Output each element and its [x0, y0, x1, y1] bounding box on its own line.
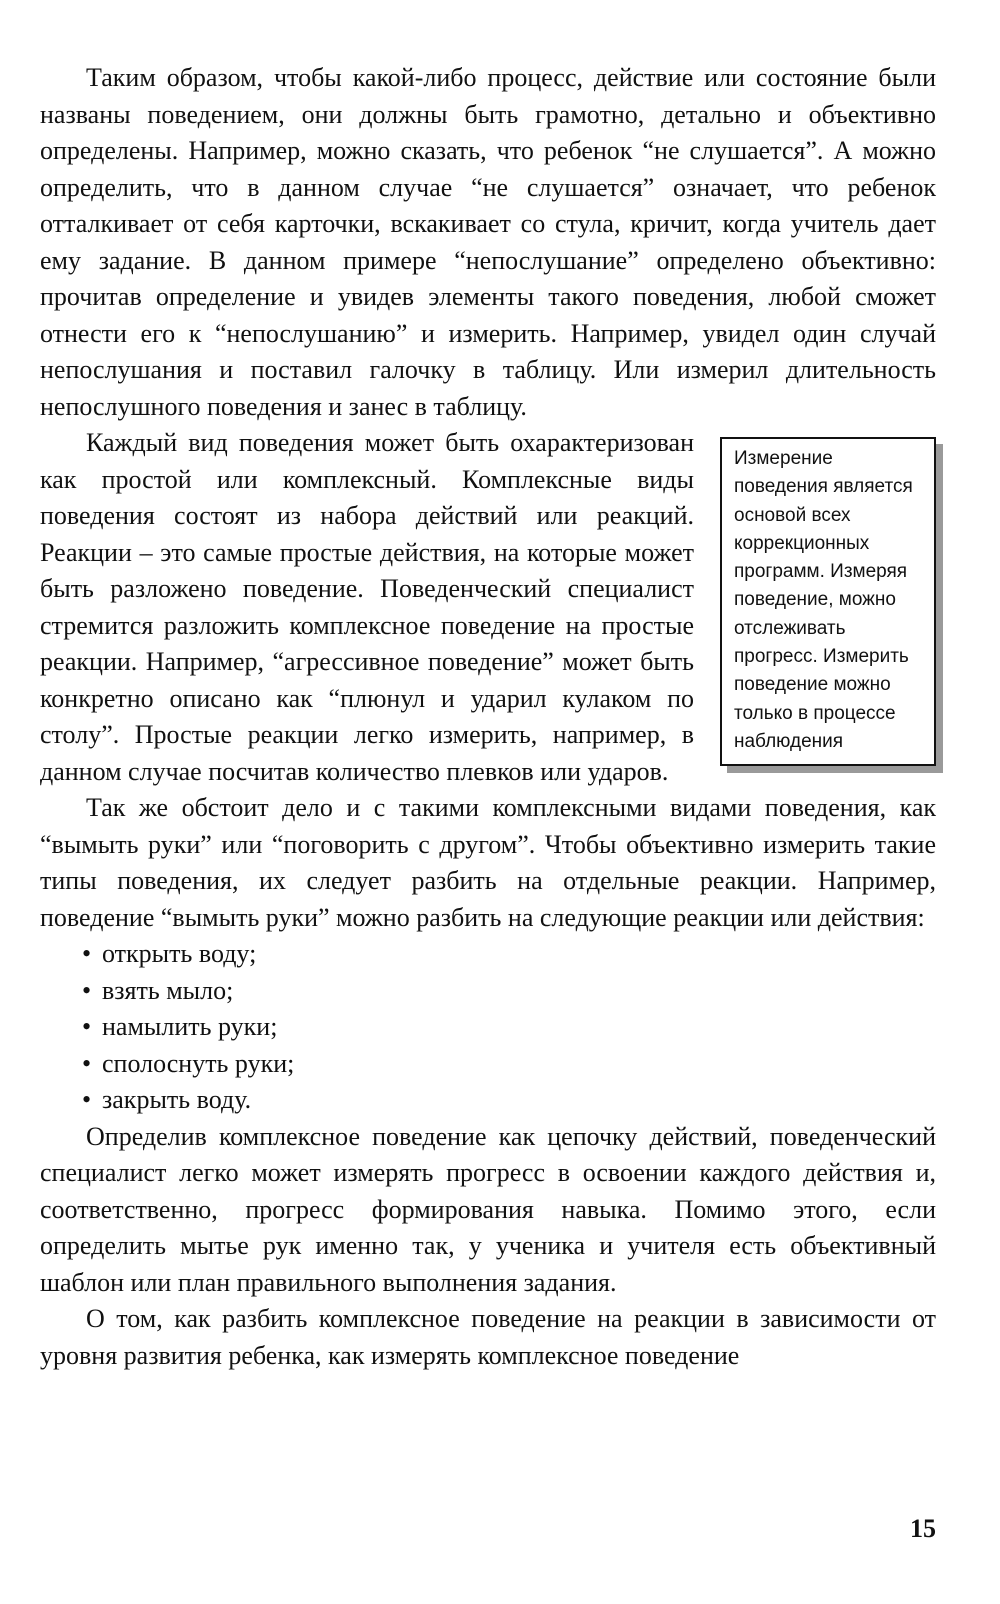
bullet-mark: •: [82, 1012, 92, 1041]
list-item: [82, 1082, 936, 1119]
page-body: [40, 60, 936, 1374]
bullet-mark: •: [82, 1048, 92, 1078]
list-item-text: намылить руки;: [102, 1012, 278, 1041]
list-item-text: закрыть воду.: [102, 1085, 252, 1114]
paragraph-chain-of-actions: Определив комплексное поведение как цепочку действий, поведенческий специалист легко может измерять прогресс в освоении каждого действия и, соответственно, прогресс формирования навыка. Помимо этого, если определить мытье рук именно так, у ученика и учителя есть объективный шаблон или план правильного выполнения задания.: [40, 1121, 936, 1297]
list-item: [82, 1009, 936, 1046]
paragraph-simple-complex: Каждый вид поведения может быть охарактеризован как простой или комплексный. Комплексные виды поведения состоят из набора действий или реакций. Реакции – это самые простые действия, на которые может быть разложено поведение. Поведенческий специалист стремится разложить комплексное поведение на простые реакции. Например, “агрессивное поведение” может быть конкретно описано как “плюнул и ударил кулаком по столу”. Простые реакции легко измерить, например, в данном случае посчитав количество плевков или ударов.: [40, 428, 694, 786]
sidebar-note-text: Измерение поведения является основой всех коррекционных программ. Измеряя поведение, можно отслеживать прогресс. Измерить поведение можно только в процессе наблюдения: [734, 448, 913, 752]
bullet-mark: •: [82, 939, 92, 968]
list-item-text: взять мыло;: [102, 975, 234, 1005]
paragraph-continuation: О том, как разбить комплексное поведение на реакции в зависимости от уровня развития ребенка, как измерять комплексное поведение: [40, 1304, 936, 1370]
list-item: [82, 973, 936, 1010]
list-item-text: сполоснуть руки;: [102, 1048, 295, 1078]
list-item-text: открыть воду;: [102, 939, 257, 968]
paragraph-wash-hands: Так же обстоит дело и с такими комплексными видами поведения, как “вымыть руки” или “поговорить с другом”. Чтобы объективно измерить такие типы поведения, их следует разбить на отдельные реакции. Например, поведение “вымыть руки” можно разбить на следующие реакции или действия:: [40, 793, 936, 932]
page-number: 15: [910, 1514, 936, 1543]
sidebar-note: [720, 437, 936, 766]
list-item: [82, 1046, 936, 1083]
bullet-mark: •: [82, 975, 92, 1005]
paragraph-behavior-definition: Таким образом, чтобы какой-либо процесс, действие или состояние были названы поведением, они должны быть грамотно, детально и объективно определены. Например, можно сказать, что ребенок “не слушается”. А можно определить, что в данном случае “не слушается” означает, что ребенок отталкивает от себя карточки, вскакивает со стула, кричит, когда учитель дает ему задание. В данном примере “непослушание” определено объективно: прочитав определение и увидев элементы такого поведения, любой сможет отнести его к “непослушанию” и измерить. Например, увидел один случай непослушания и поставил галочку в таблицу. Или измерил длительность непослушного поведения и занес в таблицу.: [40, 63, 936, 421]
bullet-mark: •: [82, 1085, 92, 1114]
actions-list: [40, 936, 936, 1119]
list-item: [82, 936, 936, 973]
